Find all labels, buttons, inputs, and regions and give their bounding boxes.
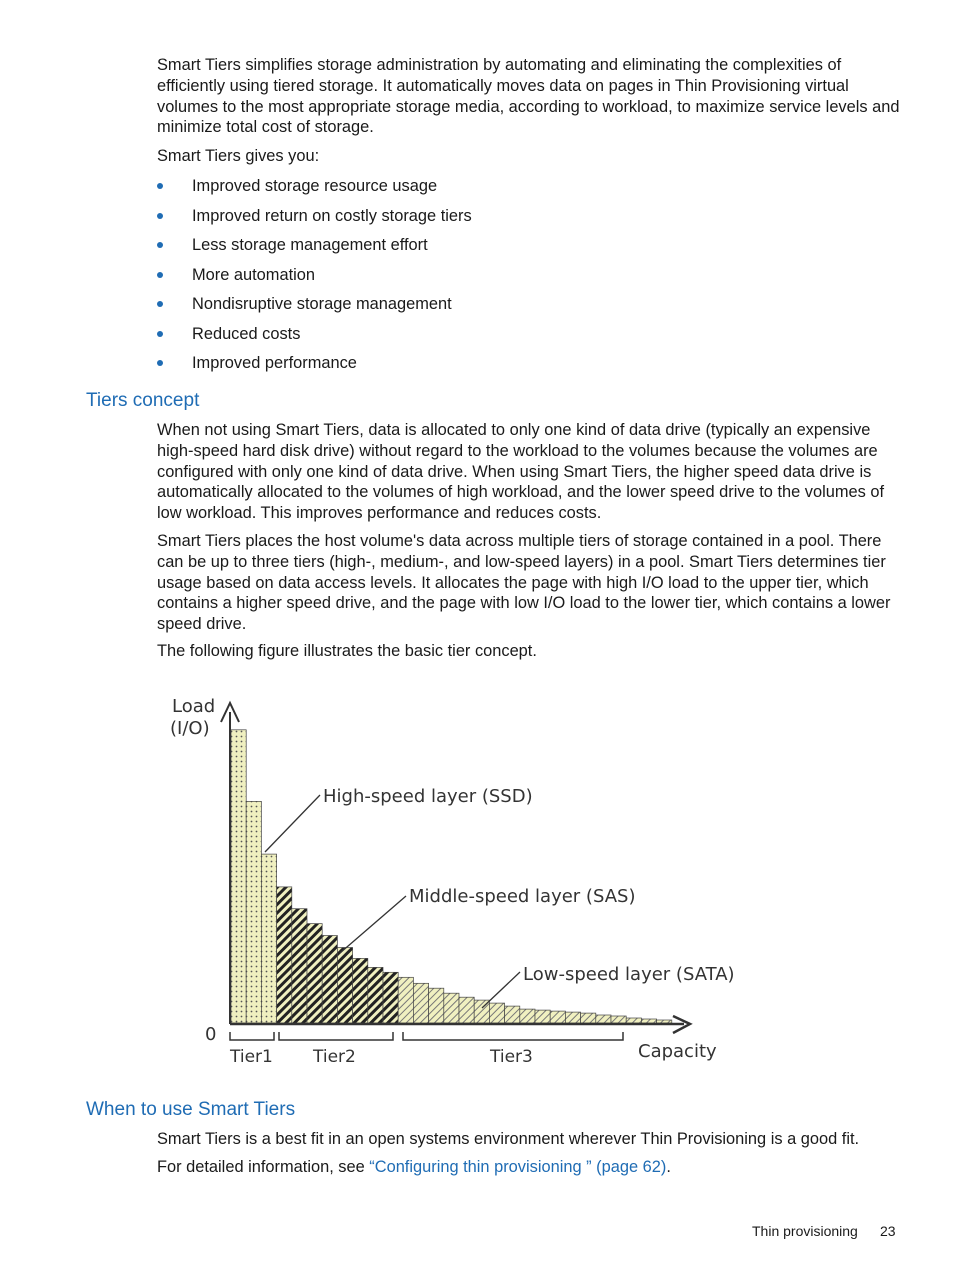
bar-tier3-12 bbox=[398, 977, 413, 1023]
x-axis-label: Capacity bbox=[638, 1041, 717, 1062]
bar-tier3-14 bbox=[429, 988, 444, 1023]
bar-tier1-3 bbox=[261, 854, 276, 1023]
tier3-label: Tier3 bbox=[490, 1047, 533, 1067]
tier2-label: Tier2 bbox=[313, 1047, 356, 1067]
y-axis-label-line1: Load bbox=[172, 696, 216, 717]
origin-label: 0 bbox=[205, 1024, 217, 1045]
bar-tier3-20 bbox=[520, 1009, 535, 1023]
tiers-paragraph-1: When not using Smart Tiers, data is allocated to only one kind of data drive (typically an expensive high-speed hard disk drive) without regard to the workload to the volumes because the volumes are configured with only one kind of data drive. When using Smart Tiers, the higher speed data drive is automatically allocated to the volumes of high workload, and the lower speed drive to the volumes of low workload. This improves performance and reduces costs. bbox=[157, 421, 885, 523]
y-axis-label-line2: (I/O) bbox=[170, 718, 210, 739]
bar-tier3-16 bbox=[459, 997, 474, 1023]
list-item: More automation bbox=[157, 264, 472, 294]
bar-tier3-29 bbox=[657, 1020, 672, 1023]
callout-line-ssd bbox=[265, 795, 320, 852]
configuring-thin-provisioning-link[interactable]: “Configuring thin provisioning ” (page 62) bbox=[369, 1158, 667, 1176]
bar-tier2-5 bbox=[292, 909, 307, 1023]
list-item: Improved performance bbox=[157, 352, 472, 382]
list-item: Nondisruptive storage management bbox=[157, 293, 472, 323]
bar-tier3-27 bbox=[626, 1018, 641, 1023]
bar-tier3-13 bbox=[413, 983, 428, 1023]
bar-tier3-26 bbox=[611, 1016, 626, 1023]
bar-tier2-4 bbox=[277, 887, 292, 1023]
tiers-concept-heading: Tiers concept bbox=[86, 390, 200, 411]
layer-label-sas: Middle-speed layer (SAS) bbox=[409, 886, 636, 907]
tier1-bracket bbox=[230, 1032, 274, 1040]
tier2-bracket bbox=[279, 1032, 393, 1040]
bar-tier3-18 bbox=[489, 1003, 504, 1023]
layer-label-ssd: High-speed layer (SSD) bbox=[323, 786, 533, 807]
list-item: Improved return on costly storage tiers bbox=[157, 205, 472, 235]
footer-page-number: 23 bbox=[880, 1223, 896, 1239]
tiers-paragraph-3: The following figure illustrates the basic tier concept. bbox=[157, 642, 537, 660]
tiers-paragraph-2: Smart Tiers places the host volume's data across multiple tiers of storage contained in a pool. There can be up to three tiers (high-, medium-, and low-speed layers) in a pool. Smart Tiers determines tier usage based on data access levels. It allocates the page with high I/O load to the upper tier, which contains a higher speed drive, and the page with low I/O load to the lower tier, which contains a lower speed drive. bbox=[157, 532, 891, 634]
callout-line-sata bbox=[482, 972, 520, 1008]
bar-tier2-7 bbox=[322, 936, 337, 1024]
bar-tier2-8 bbox=[337, 948, 352, 1024]
list-item: Improved storage resource usage bbox=[157, 175, 472, 205]
bar-tier2-9 bbox=[353, 958, 368, 1023]
intro-paragraph: Smart Tiers simplifies storage administration by automating and eliminating the complexities of efficiently using tiered storage. It automatically moves data on pages in Thin Provisioning virtual volumes to the most appropriate storage media, according to workload, to maximize service levels and minimize total cost of storage. bbox=[157, 56, 900, 137]
bar-tier3-19 bbox=[505, 1006, 520, 1023]
bar-tier2-6 bbox=[307, 924, 322, 1023]
bar-tier3-22 bbox=[550, 1011, 565, 1023]
bar-tier1-2 bbox=[246, 801, 261, 1023]
bar-tier3-28 bbox=[641, 1019, 656, 1023]
layer-label-sata: Low-speed layer (SATA) bbox=[523, 964, 735, 985]
tier1-label: Tier1 bbox=[230, 1047, 273, 1067]
list-item: Less storage management effort bbox=[157, 234, 472, 264]
when-to-use-paragraph: Smart Tiers is a best fit in an open systems environment wherever Thin Provisioning is a good fit. bbox=[157, 1130, 860, 1148]
list-item: Reduced costs bbox=[157, 323, 472, 353]
bar-tier1-1 bbox=[231, 730, 246, 1023]
bar-tier3-23 bbox=[565, 1012, 580, 1023]
bar-tier3-15 bbox=[444, 993, 459, 1023]
see-also-paragraph: For detailed information, see “Configuring thin provisioning ” (page 62). bbox=[157, 1158, 671, 1176]
callout-line-sas bbox=[340, 896, 406, 953]
when-to-use-heading: When to use Smart Tiers bbox=[86, 1099, 296, 1120]
bar-tier3-24 bbox=[581, 1013, 596, 1023]
bar-tier3-25 bbox=[596, 1015, 611, 1023]
tier3-bracket bbox=[403, 1032, 623, 1040]
bar-tier2-10 bbox=[368, 967, 383, 1023]
footer-section-title: Thin provisioning bbox=[752, 1223, 858, 1239]
gives-you-text: Smart Tiers gives you: bbox=[157, 147, 320, 165]
bar-tier2-11 bbox=[383, 972, 398, 1023]
bar-tier3-21 bbox=[535, 1010, 550, 1023]
